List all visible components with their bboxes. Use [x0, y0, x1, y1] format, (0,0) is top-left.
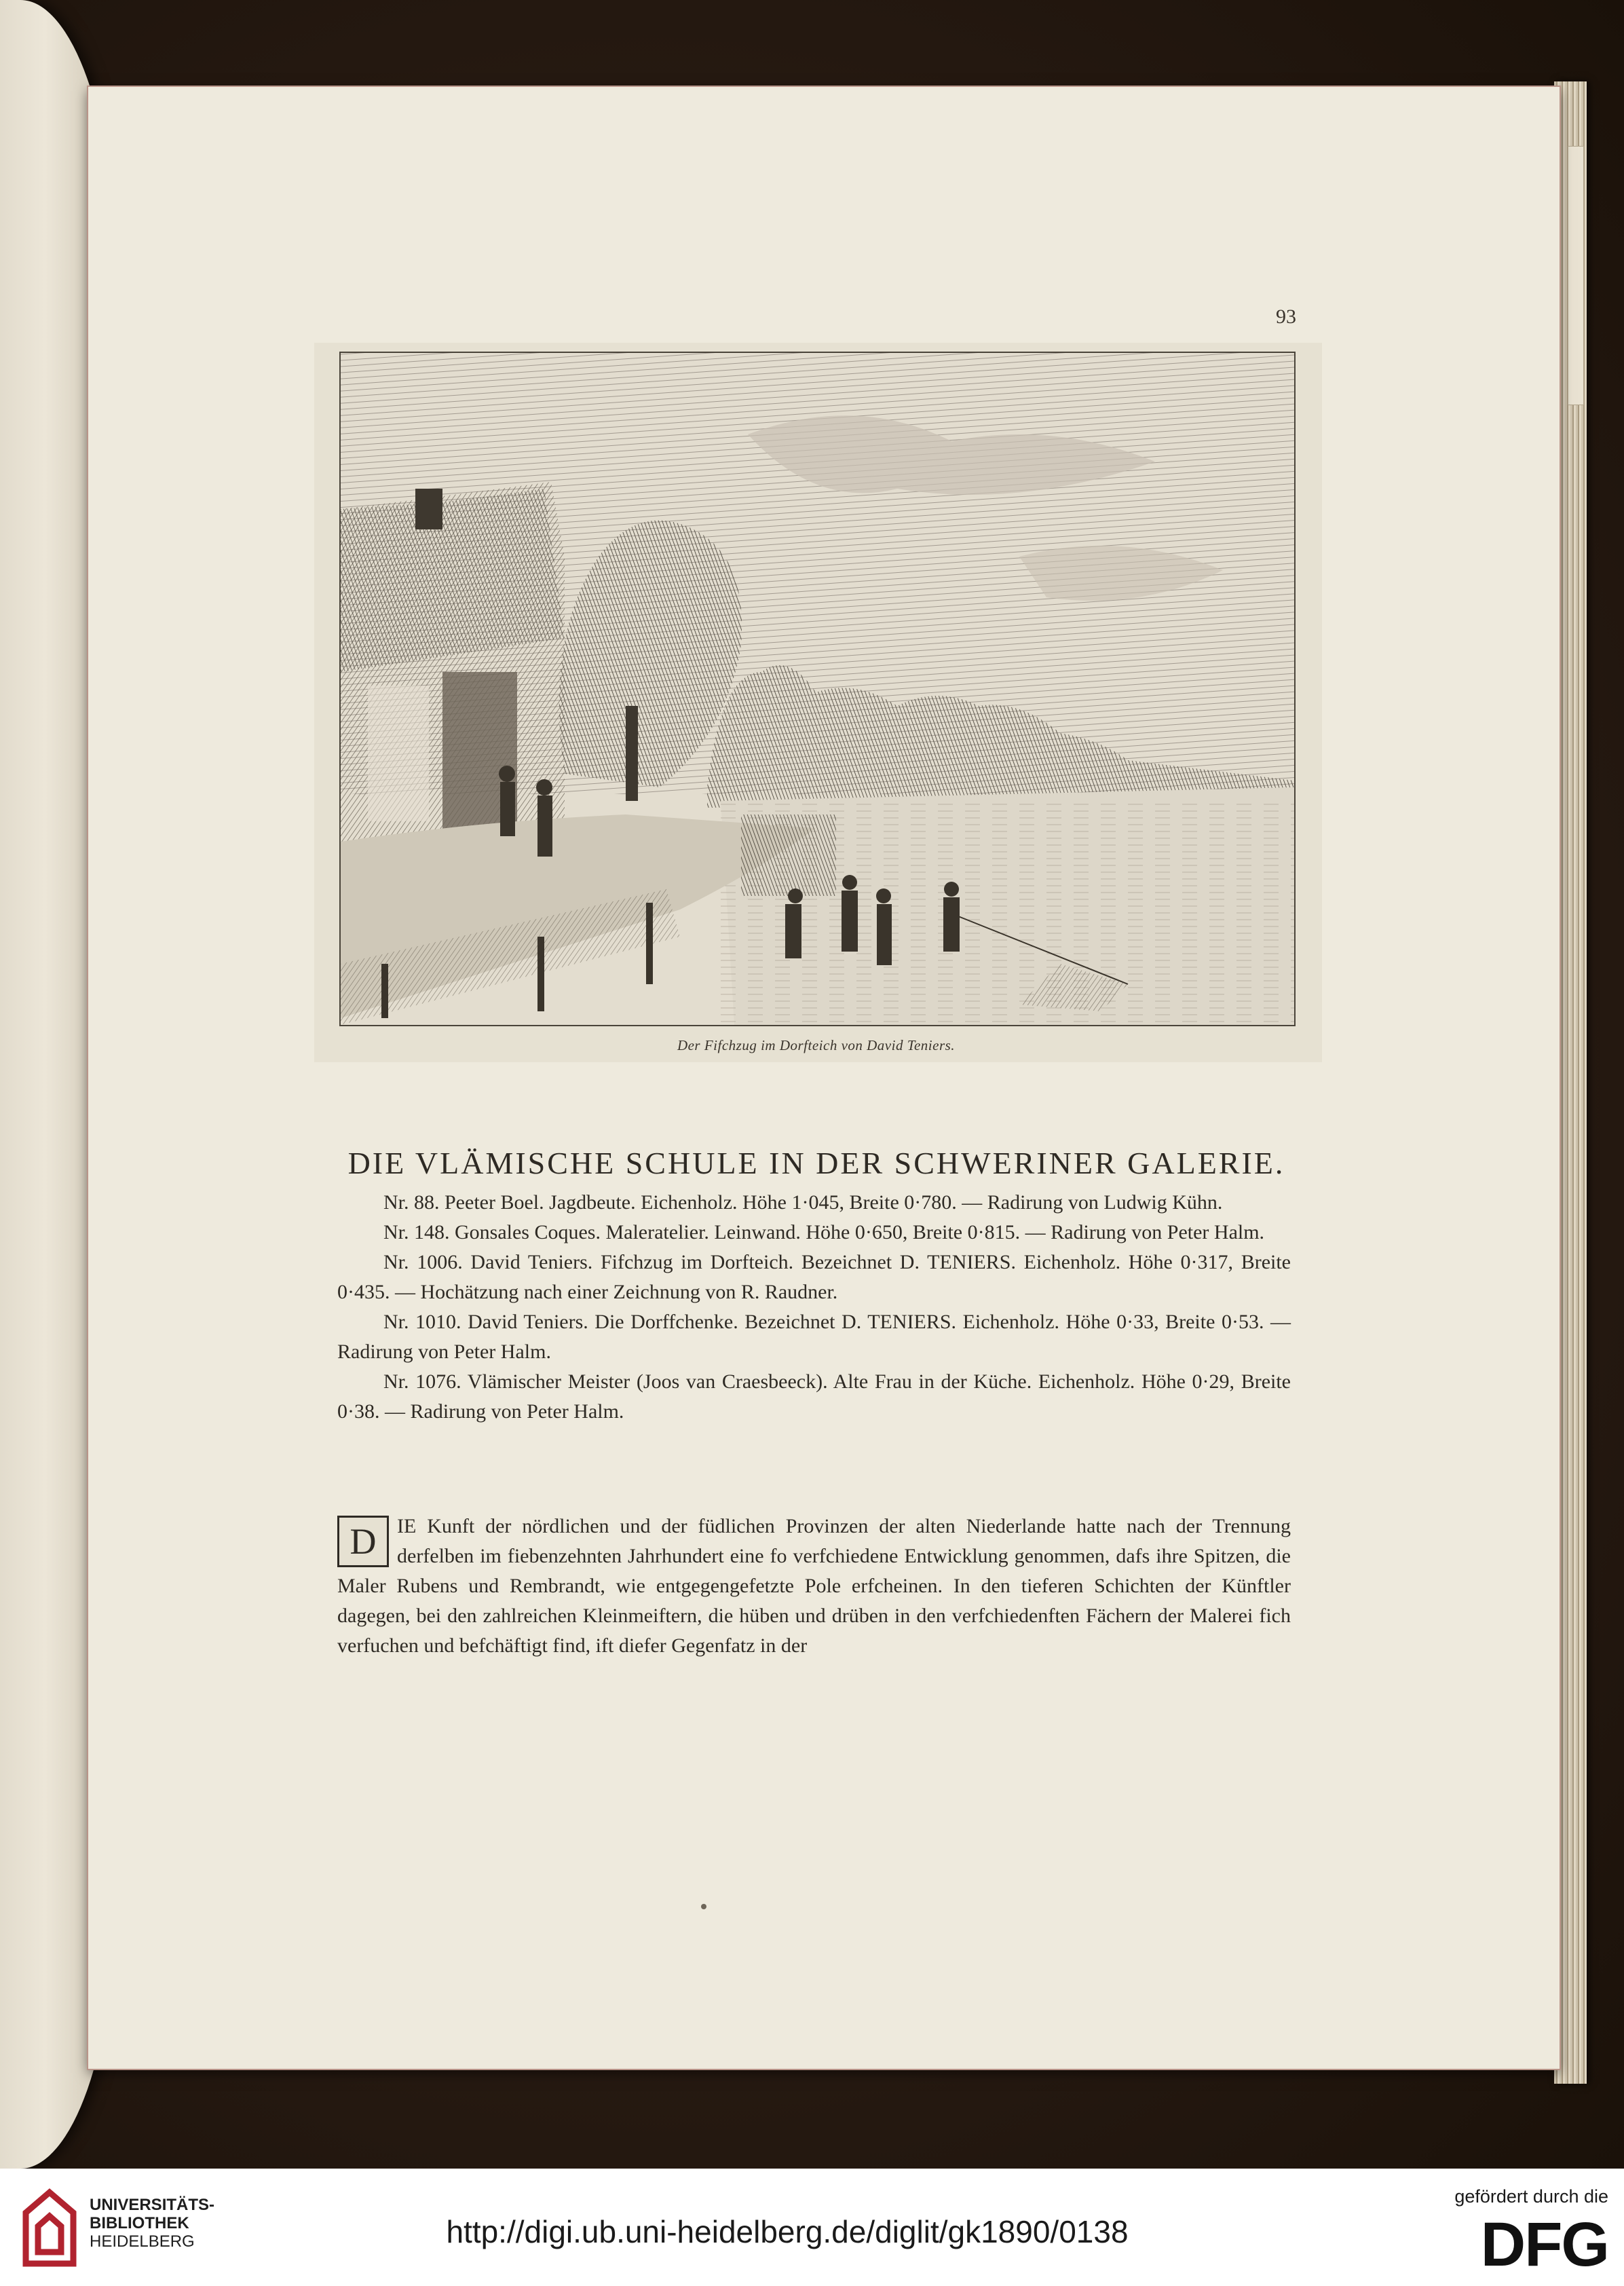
body-paragraph	[337, 1512, 1291, 1661]
body-text: IE Kunft der nördlichen und der füdlichen Provinzen der alten Niederlande hatte nach der Trennung derfelben im fiebenzehnten Jahrhundert eine fo verfchiedene Entwicklung genommen, dafs ihre Spitzen, die Maler Rubens und Rembrandt, wie entgegengefetzte Pole erfcheinen. In den tieferen Schichten der Künftler dagegen, bei den zahlreichen Kleinmeiftern, die hüben und drüben in den verfchiedenften Fächern der Malerei fich verfuchen und befchäftigt find, ift diefer Gegenfatz in der	[337, 1515, 1291, 1657]
funded-by-text: gefördert durch die	[1454, 2186, 1608, 2207]
catalog-entry: Nr. 148. Gonsales Coques. Maleratelier. Leinwand. Höhe 0·650, Breite 0·815. — Radirung von Peter Halm.	[383, 1221, 1265, 1243]
library-logo-icon	[19, 2186, 80, 2270]
library-name	[90, 2196, 214, 2251]
catalog-entry: Nr. 1010. David Teniers. Die Dorffchenke. Bezeichnet D. TENIERS. Eichenholz. Höhe 0·33, Breite 0·53. — Radirung von Peter Halm.	[337, 1311, 1291, 1363]
library-name-line: HEIDELBERG	[90, 2232, 195, 2251]
library-name-line: BIBLIOTHEK	[90, 2214, 189, 2232]
dfg-logo: DFG	[1480, 2210, 1608, 2279]
etching-image	[339, 352, 1296, 1026]
plate-caption: Der Fifchzug im Dorfteich von David Teniers.	[677, 1037, 956, 1053]
page-mark	[701, 1904, 706, 1909]
footer-banner	[0, 2169, 1624, 2286]
catalog-entries	[337, 1188, 1291, 1427]
decorated-initial: D	[337, 1516, 389, 1567]
library-name-line: UNIVERSITÄTS-	[90, 2196, 215, 2214]
catalog-entry: Nr. 1006. David Teniers. Fifchzug im Dorfteich. Bezeichnet D. TENIERS. Eichenholz. Höhe 0·317, Breite 0·435. — Hochätzung nach einer Zeichnung von R. Raudner.	[337, 1251, 1291, 1303]
article-title: DIE VLÄMISCHE SCHULE IN DER SCHWERINER GALERIE.	[347, 1145, 1285, 1180]
page-tab	[1568, 146, 1584, 405]
etching-illustration	[341, 353, 1294, 1025]
catalog-entry: Nr. 88. Peeter Boel. Jagdbeute. Eichenholz. Höhe 1·045, Breite 0·780. — Radirung von Ludwig Kühn.	[383, 1191, 1223, 1214]
permalink-url[interactable]: http://digi.ub.uni-heidelberg.de/diglit/gk1890/0138	[446, 2214, 1129, 2249]
catalog-entry: Nr. 1076. Vlämischer Meister (Joos van Craesbeeck). Alte Frau in der Küche. Eichenholz. Höhe 0·29, Breite 0·38. — Radirung von Peter Halm.	[337, 1370, 1291, 1423]
page-number: 93	[1276, 305, 1296, 328]
